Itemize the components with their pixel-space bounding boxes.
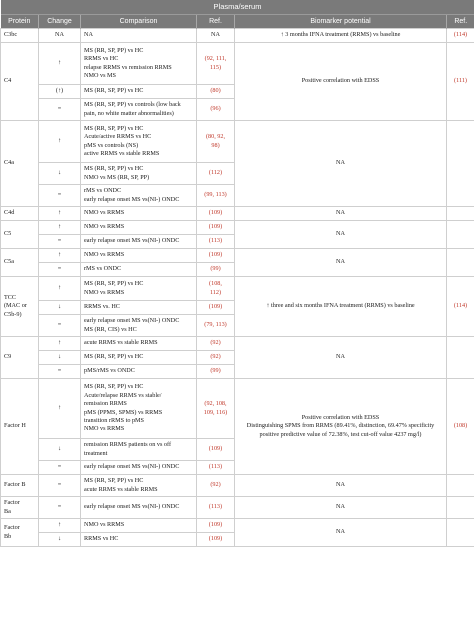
ref2-cell <box>447 121 474 207</box>
table-row <box>1 121 474 163</box>
change-cell: = <box>39 263 81 277</box>
change-cell: ↑ <box>39 43 81 85</box>
ref2-cell: (108) <box>447 379 474 475</box>
protein-cell: C4d <box>1 207 39 221</box>
ref-cell: (112) <box>197 163 235 185</box>
comparison-cell: NMO vs RRMS <box>81 207 197 221</box>
ref-cell: (113) <box>197 497 235 519</box>
comparison-cell: NA <box>81 29 197 43</box>
change-cell: NA <box>39 29 81 43</box>
change-cell: ↑ <box>39 221 81 235</box>
comparison-cell: rMS vs ONDC <box>81 263 197 277</box>
change-cell: = <box>39 315 81 337</box>
change-cell: ↓ <box>39 163 81 185</box>
biomarker-cell: NA <box>235 249 447 277</box>
header-change: Change <box>39 15 81 29</box>
biomarker-cell: NA <box>235 475 447 497</box>
change-cell: ↓ <box>39 439 81 461</box>
ref-cell: NA <box>197 29 235 43</box>
table-row <box>1 497 474 519</box>
header-ref2: Ref. <box>447 15 474 29</box>
comparison-cell: early relapse onset MS vs(NI-) ONDC MS (RR, CIS) vs HC <box>81 315 197 337</box>
protein-cell: C4a <box>1 121 39 207</box>
comparison-cell: MS (RR, SP, PP) vs HC NMO vs RRMS <box>81 277 197 301</box>
ref-cell: (109) <box>197 439 235 461</box>
ref2-cell: (114) <box>447 277 474 337</box>
table-row <box>1 277 474 301</box>
comparison-cell: MS (RR, SP, PP) vs HC <box>81 351 197 365</box>
change-cell: ↓ <box>39 301 81 315</box>
ref-cell: (109) <box>197 533 235 547</box>
ref-cell: (109) <box>197 519 235 533</box>
biomarker-cell: Positive correlation with EDSS <box>235 43 447 121</box>
protein-cell: C5a <box>1 249 39 277</box>
protein-cell: Factor B <box>1 475 39 497</box>
ref-cell: (109) <box>197 221 235 235</box>
change-cell: = <box>39 235 81 249</box>
ref2-cell <box>447 519 474 547</box>
comparison-cell: early relapse onset MS vs(NI-) ONDC <box>81 235 197 249</box>
change-cell: = <box>39 365 81 379</box>
change-cell: (↑) <box>39 85 81 99</box>
band-header: Plasma/serum <box>1 0 474 15</box>
comparison-cell: RRMS vs. HC <box>81 301 197 315</box>
change-cell: ↑ <box>39 207 81 221</box>
biomarker-cell: NA <box>235 121 447 207</box>
ref-cell: (109) <box>197 207 235 221</box>
change-cell: ↑ <box>39 519 81 533</box>
change-cell: ↑ <box>39 249 81 263</box>
biomarker-cell: NA <box>235 221 447 249</box>
ref2-cell <box>447 337 474 379</box>
ref-cell: (80) <box>197 85 235 99</box>
change-cell: ↑ <box>39 277 81 301</box>
protein-cell: C9 <box>1 337 39 379</box>
comparison-cell: acute RRMS vs stable RRMS <box>81 337 197 351</box>
table-row <box>1 29 474 43</box>
comparison-cell: early relapse onset MS vs(NI-) ONDC <box>81 497 197 519</box>
ref-cell: (108, 112) <box>197 277 235 301</box>
protein-cell: Factor H <box>1 379 39 475</box>
change-cell: ↑ <box>39 121 81 163</box>
biomarker-cell: NA <box>235 519 447 547</box>
ref2-cell <box>447 207 474 221</box>
comparison-cell: early relapse onset MS vs(NI-) ONDC <box>81 461 197 475</box>
change-cell: = <box>39 475 81 497</box>
header-ref: Ref. <box>197 15 235 29</box>
ref-cell: (80, 92, 98) <box>197 121 235 163</box>
protein-cell: TCC (MAC or C5b-9) <box>1 277 39 337</box>
table-row <box>1 249 474 263</box>
comparison-cell: rMS vs ONDC early relapse onset MS vs(NI-) ONDC <box>81 185 197 207</box>
ref-cell: (79, 113) <box>197 315 235 337</box>
table-row <box>1 43 474 85</box>
table-row <box>1 519 474 533</box>
ref2-cell <box>447 497 474 519</box>
ref-cell: (92) <box>197 475 235 497</box>
protein-cell: Factor Ba <box>1 497 39 519</box>
ref-cell: (109) <box>197 301 235 315</box>
ref2-cell: (111) <box>447 43 474 121</box>
table-row <box>1 379 474 439</box>
change-cell: = <box>39 497 81 519</box>
ref2-cell: (114) <box>447 29 474 43</box>
protein-cell: C4 <box>1 43 39 121</box>
comparison-cell: MS (RR, SP, PP) vs HC RRMS vs HC relapse RRMS vs remission RRMS NMO vs MS <box>81 43 197 85</box>
header-biomarker: Biomarker potential <box>235 15 447 29</box>
change-cell: = <box>39 185 81 207</box>
ref-cell: (99) <box>197 365 235 379</box>
comparison-cell: MS (RR, SP, PP) vs HC NMO vs MS (RR, SP, PP) <box>81 163 197 185</box>
table-row <box>1 221 474 235</box>
ref-cell: (99, 113) <box>197 185 235 207</box>
comparison-cell: MS (RR, SP, PP) vs HC acute RRMS vs stable RRMS <box>81 475 197 497</box>
change-cell: ↓ <box>39 533 81 547</box>
biomarker-cell: NA <box>235 497 447 519</box>
change-cell: = <box>39 99 81 121</box>
biomarker-cell: ↑ 3 months IFNA treatment (RRMS) vs baseline <box>235 29 447 43</box>
comparison-cell: NMO vs RRMS <box>81 249 197 263</box>
comparison-cell: remission RRMS patients on vs off treatment <box>81 439 197 461</box>
ref2-cell <box>447 221 474 249</box>
protein-cell: C3bc <box>1 29 39 43</box>
change-cell: ↑ <box>39 379 81 439</box>
protein-cell: C5 <box>1 221 39 249</box>
header-comparison: Comparison <box>81 15 197 29</box>
biomarker-cell: Positive correlation with EDSS Distinguishing SPMS from RRMS (89.41%, distinction, 69.47% specificity positive predictive value of 72.38%, test cut-off value 4237 mg/l) <box>235 379 447 475</box>
table-row <box>1 475 474 497</box>
ref-cell: (92, 108, 109, 116) <box>197 379 235 439</box>
change-cell: ↓ <box>39 351 81 365</box>
ref-cell: (109) <box>197 249 235 263</box>
ref-cell: (113) <box>197 235 235 249</box>
biomarker-cell: NA <box>235 337 447 379</box>
ref2-cell <box>447 249 474 277</box>
table-row <box>1 207 474 221</box>
comparison-cell: MS (RR, SP, PP) vs HC Acute/relapse RRMS vs stable/ remission RRMS pMS (PPMS, SPMS) vs RRMS transition rRMS to pMS NMO vs RRMS <box>81 379 197 439</box>
biomarker-cell: ↑ three and six months IFNA treatment (RRMS) vs baseline <box>235 277 447 337</box>
comparison-cell: NMO vs RRMS <box>81 221 197 235</box>
ref-cell: (92) <box>197 351 235 365</box>
protein-cell: Factor Bb <box>1 519 39 547</box>
ref2-cell <box>447 475 474 497</box>
comparison-cell: MS (RR, SP, PP) vs HC Acute/active RRMS vs HC pMS vs controls (NS) active RRMS vs stable RRMS <box>81 121 197 163</box>
ref-cell: (99) <box>197 263 235 277</box>
change-cell: ↑ <box>39 337 81 351</box>
header-protein: Protein <box>1 15 39 29</box>
ref-cell: (92) <box>197 337 235 351</box>
comparison-cell: NMO vs RRMS <box>81 519 197 533</box>
change-cell: = <box>39 461 81 475</box>
comparison-cell: MS (RR, SP, PP) vs HC <box>81 85 197 99</box>
ref-cell: (96) <box>197 99 235 121</box>
comparison-cell: MS (RR, SP, PP) vs controls (low back pain, no white matter abnormalities) <box>81 99 197 121</box>
comparison-cell: pMS/rMS vs ONDC <box>81 365 197 379</box>
table-row <box>1 337 474 351</box>
ref-cell: (92, 111, 115) <box>197 43 235 85</box>
comparison-cell: RRMS vs HC <box>81 533 197 547</box>
biomarker-cell: NA <box>235 207 447 221</box>
ref-cell: (113) <box>197 461 235 475</box>
